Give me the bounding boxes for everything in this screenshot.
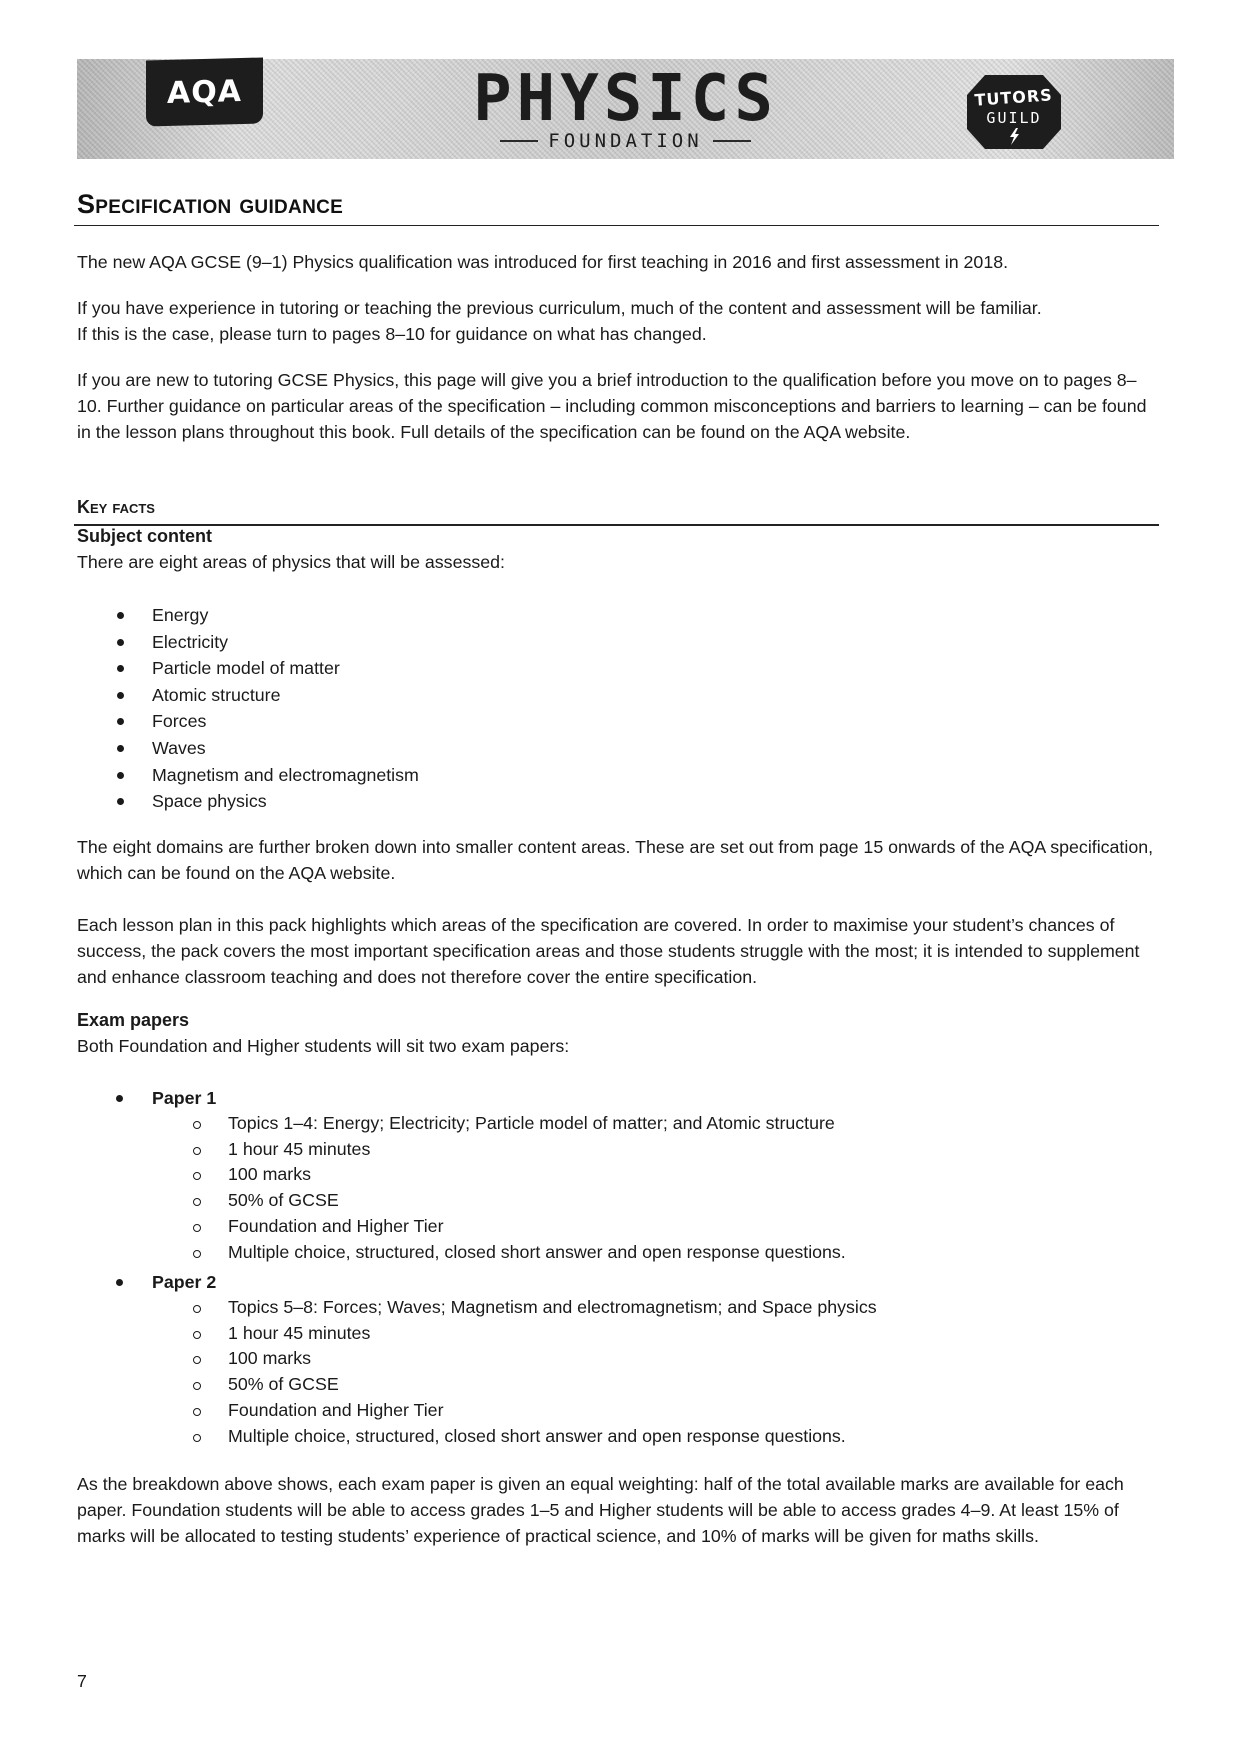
list-item: Atomic structure <box>152 682 419 709</box>
list-item: 100 marks <box>228 1346 877 1372</box>
list-item: Foundation and Higher Tier <box>228 1214 846 1240</box>
banner-subtitle: FOUNDATION <box>548 130 703 152</box>
banner-title: PHYSICS <box>473 62 778 136</box>
intro-paragraph-2: If you have experience in tutoring or teaching the previous curriculum, much of the content and assessment will be familiar. If this is the case, please turn to pages 8–10 for guidance on what has changed. <box>77 298 1042 344</box>
paper-2-heading: Paper 2 <box>152 1272 217 1292</box>
list-item: Particle model of matter <box>152 655 419 682</box>
paper-2-bullet <box>116 1279 123 1286</box>
list-item: Forces <box>152 708 419 735</box>
exam-papers-heading: Exam papers <box>77 1010 190 1030</box>
intro-paragraph-1: The new AQA GCSE (9–1) Physics qualification was introduced for first teaching in 2016 and first assessment in 2018. <box>77 252 1009 272</box>
list-item: 50% of GCSE <box>228 1372 877 1398</box>
subtitle-rule-left <box>500 140 538 142</box>
list-item: 1 hour 45 minutes <box>228 1137 846 1163</box>
logo-text-line1: TUTORS <box>973 85 1054 110</box>
list-item: Topics 5–8: Forces; Waves; Magnetism and electromagnetism; and Space physics <box>228 1295 877 1321</box>
list-item: Space physics <box>152 788 419 815</box>
subject-content-heading: Subject content <box>77 526 213 546</box>
intro-paragraph-3: If you are new to tutoring GCSE Physics, this page will give you a brief introduction to the qualification before you move on to pages 8–10. Further guidance on particular areas of the specification – including common misconceptions and barriers to learning – can be found in the lesson plans throughout this book. Full details of the specification can be found on the AQA website. <box>77 370 1147 442</box>
tutors-guild-logo <box>965 73 1063 151</box>
paper-1-heading: Paper 1 <box>152 1088 217 1108</box>
section-title: Specification guidance <box>77 189 344 219</box>
list-item: 100 marks <box>228 1162 846 1188</box>
key-facts-heading: Key facts <box>77 497 155 517</box>
header-banner <box>77 59 1174 159</box>
list-item: Electricity <box>152 629 419 656</box>
list-item: 1 hour 45 minutes <box>228 1321 877 1347</box>
subject-content-lead: There are eight areas of physics that will be assessed: <box>77 552 505 572</box>
paper-1-details-list <box>228 1111 846 1265</box>
list-item: Waves <box>152 735 419 762</box>
list-item: 50% of GCSE <box>228 1188 846 1214</box>
list-item: Foundation and Higher Tier <box>228 1398 877 1424</box>
list-item: Magnetism and electromagnetism <box>152 762 419 789</box>
subject-areas-list <box>152 602 419 815</box>
subject-content-paragraph-1: The eight domains are further broken down into smaller content areas. These are set out from page 15 onwards of the AQA specification, which can be found on the AQA website. <box>77 837 1154 883</box>
section-title-rule <box>74 225 1159 226</box>
paper-2-details-list <box>228 1295 877 1449</box>
key-facts-rule <box>74 524 1159 526</box>
list-item: Energy <box>152 602 419 629</box>
exam-summary-paragraph: As the breakdown above shows, each exam paper is given an equal weighting: half of the total available marks are available for each paper. Foundation students will be able to access grades 1–5 and Higher students will be able to access grades 4–9. At least 15% of marks will be allocated to testing students’ experience of practical science, and 10% of marks will be given for maths skills. <box>77 1474 1124 1546</box>
list-item: Multiple choice, structured, closed short answer and open response questions. <box>228 1424 877 1450</box>
subject-content-paragraph-2: Each lesson plan in this pack highlights which areas of the specification are covered. In order to maximise your student’s chances of success, the pack covers the most important specification areas and those students struggle with the most; it is intended to supplement and enhance classroom teaching and does not therefore cover the entire specification. <box>77 915 1140 987</box>
subtitle-rule-right <box>713 140 751 142</box>
page-number: 7 <box>77 1671 87 1691</box>
list-item: Topics 1–4: Energy; Electricity; Particle model of matter; and Atomic structure <box>228 1111 846 1137</box>
paper-1-bullet <box>116 1095 123 1102</box>
logo-text-line2: GUILD <box>986 109 1042 127</box>
list-item: Multiple choice, structured, closed short answer and open response questions. <box>228 1240 846 1266</box>
exam-papers-lead: Both Foundation and Higher students will sit two exam papers: <box>77 1036 570 1056</box>
aqa-logo-text: AQA <box>167 73 242 111</box>
